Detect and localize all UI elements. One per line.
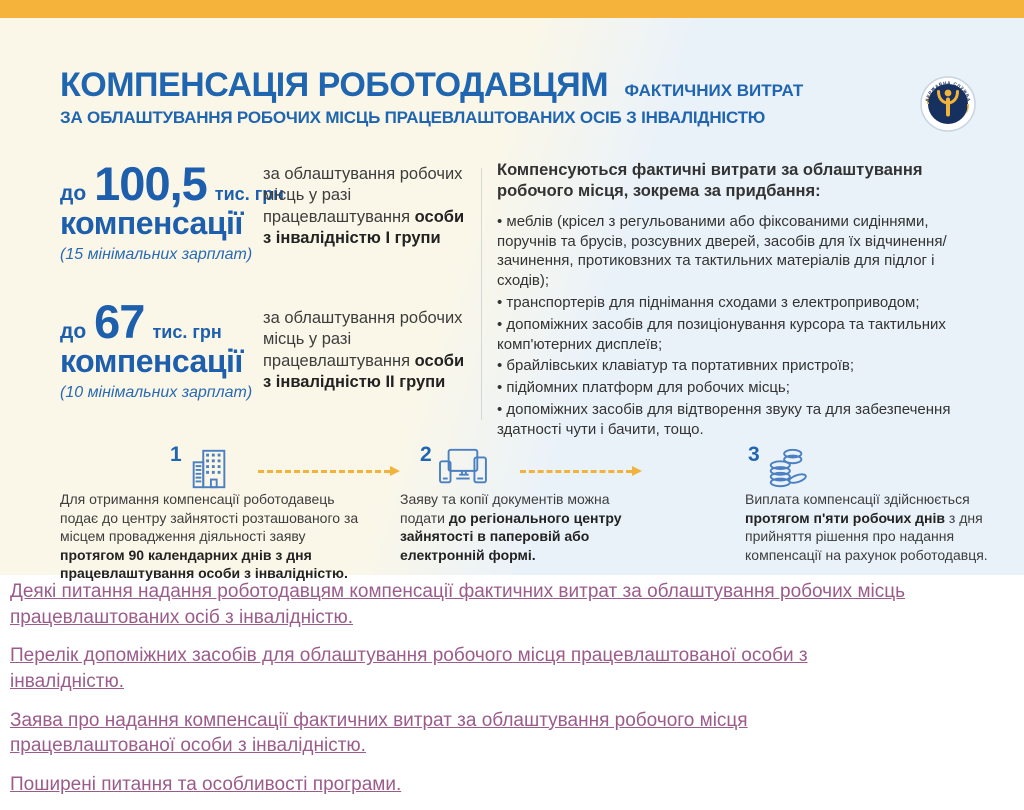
dashed-arrow [258,470,390,473]
step-3-text [745,490,997,564]
bullet-item: • допоміжних засобів для позиціонування курсора та тактильних комп'ютерних дисплеїв; [497,315,946,353]
details-panel [497,160,952,442]
amount-note: (10 мінімальних зарплат) [60,384,253,401]
logo-ring-text-top: ДЕРЖАВНА СЛУЖБА [924,80,972,103]
bullet-item: • меблів (крісел з регульованими або фіксованими сидіннями, поручнів та брусів, розсувних дверей, засобів для їх відчинення/зачинення, протиковзних та тактильних матеріалів для підлог і сходів); [497,212,947,290]
coins-icon [764,446,810,492]
step-2-text [400,490,628,564]
condition-bold: особи з інвалідністю ІІ групи [263,351,465,392]
devices-icon [436,446,488,490]
title-main: КОМПЕНСАЦІЯ РОБОТОДАВЦЯМ [60,66,609,104]
amount-unit: тис. грн [214,184,285,204]
amount-prefix: до [60,182,87,205]
amount-word: компенсації [60,205,243,241]
details-heading: Компенсуються фактичні витрати за облаштування робочого місця, зокрема за придбання: [497,161,923,201]
vertical-divider [481,168,482,420]
amount-unit: тис. грн [152,322,222,342]
employment-service-logo [918,74,978,134]
condition-text: за облаштування робочих місць у разі працевлаштування [263,309,463,370]
link-faq[interactable]: Поширені питання та особливості програми. [10,773,402,795]
step-number: 1 [170,443,182,466]
employment-service-logo-icon [918,74,978,134]
bullet-item: • допоміжних засобів для відтворення звуку та для забезпечення здатності чути і бачити, тощо. [497,401,951,438]
step-number: 3 [748,443,760,466]
step-number: 2 [420,443,432,466]
compensation-infographic [0,18,1024,582]
link-assistive-devices-list[interactable]: Перелік допоміжних засобів для облаштування робочого місця працевлаштованої особи з інвалідністю. [10,645,808,692]
top-yellow-band [0,0,1024,18]
step-text-normal: з дня прийняття рішення про надання компенсації на рахунок роботодавця. [745,509,988,563]
bullet-item: • підйомних платформ для робочих місць; [497,379,790,397]
condition-group1 [263,164,470,250]
amount-prefix: до [60,320,87,343]
step-text-normal: Виплата компенсації здійснюється [745,491,970,507]
amount-line-group2 [60,295,252,348]
title-suffix: ФАКТИЧНИХ ВИТРАТ [624,81,804,100]
step-text-bold: протягом 90 календарних днів з дня працевлаштування особи з інвалідністю. [60,546,348,582]
infographic-title [60,66,803,105]
infographic-subtitle: ЗА ОБЛАШТУВАННЯ РОБОЧИХ МІСЦЬ ПРАЦЕВЛАШТОВАНИХ ОСІБ З ІНВАЛІДНІСТЮ [60,108,766,127]
condition-text: за облаштування робочих місць у разі працевлаштування [263,165,463,226]
condition-bold: особи з інвалідністю І групи [263,207,465,248]
step-3-header [748,443,810,492]
amount-note: (15 мінімальних зарплат) [60,246,253,263]
step-text-normal: Заяву та копії документів можна подати [400,491,610,526]
logo-ring-text-bottom: ЗАЙНЯТОСТІ [932,110,964,123]
link-some-questions[interactable]: Деякі питання надання роботодавцям компенсації фактичних витрат за облаштування робочих місць працевлаштованих осіб з інвалідністю. [10,581,906,628]
condition-group2 [263,308,470,394]
document-links [10,579,950,810]
amount-word: компенсації [60,343,243,379]
amount-value: 67 [94,295,145,348]
amount-value: 100,5 [94,157,207,210]
step-1-text [60,490,360,583]
step-text-normal: Для отримання компенсації роботодавець подає до центру зайнятості розташованого за місцем провадження діяльності заяву [60,491,359,545]
step-2-header [420,443,488,490]
amount-block-group1 [60,157,285,264]
step-1-header [170,443,232,492]
amount-line-group1 [60,157,285,210]
dashed-arrow [520,470,632,473]
link-application-form[interactable]: Заява про надання компенсації фактичних витрат за облаштування робочого місця працевлаштованої особи з інвалідністю. [10,709,748,757]
bullet-item: • транспортерів для піднімання сходами з електроприводом; [497,294,920,312]
amount-block-group2 [60,295,253,402]
step-text-bold: до регіонального центру зайнятості в паперовій або електронній формі. [400,509,622,563]
building-icon [186,446,232,492]
bullet-item: • брайлівських клавіатур та портативних пристроїв; [497,357,855,375]
step-text-bold: протягом п'яти робочих днів [745,509,946,526]
